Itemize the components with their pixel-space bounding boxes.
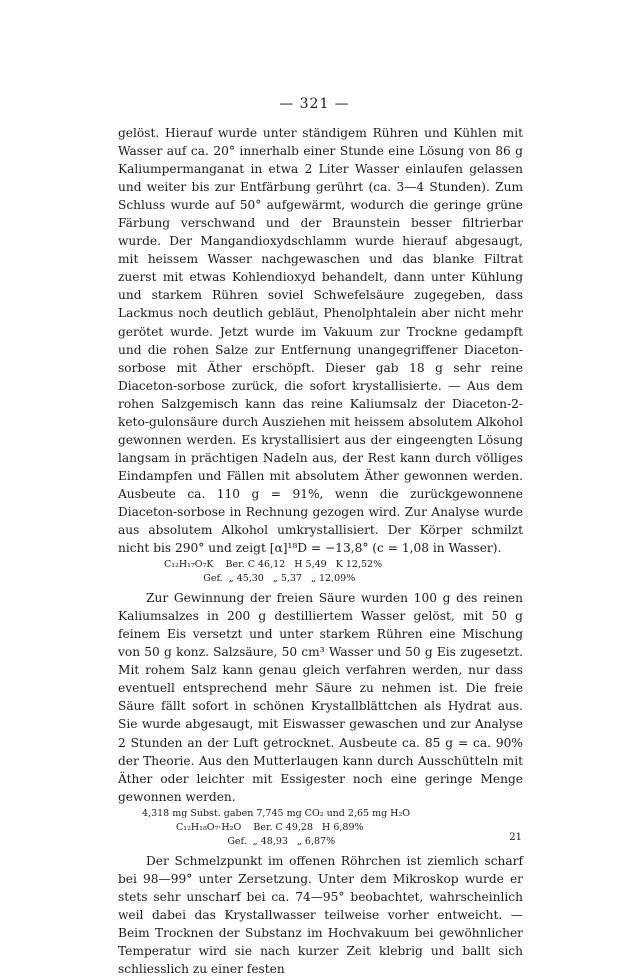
formula-line: Gef. „ 48,93 „ 6,87% [176, 835, 336, 847]
formula-block [142, 807, 523, 849]
formula-line: 4,318 mg Subst. gaben 7,745 mg CO₂ und 2,65 mg H₂O [142, 807, 411, 819]
paragraph: Zur Gewinnung der freien Säure wurden 100 g des reinen Kaliumsalzes in 200 g destilliertem Wasser gelöst, mit 50 g feinem Eis versetzt und unter starkem Rühren eine Mischung von 50 g konz. Salzsäure, 50 cm³ Wasser und 50 g Eis zugesetzt. Mit rohem Salz kann genau gleich verfahren werden, nur dass eventuell entsprechend mehr Säure zu nehmen ist. Die freie Säure fällt sofort in schönen Krystallblättchen als Hydrat aus. Sie wurde abgesaugt, mit Eiswasser gewaschen und zur Analyse 2 Stunden an der Luft getrocknet. Ausbeute ca. 85 g = ca. 90% der Theorie. Aus den Mutterlaugen kann durch Ausschütteln mit Äther oder leichter mit Essigester noch eine geringe Menge gewonnen werden. [118, 591, 523, 804]
formula-line: Gef. „ 45,30 „ 5,37 „ 12,09% [164, 573, 356, 585]
page-number: — 321 — [279, 96, 350, 112]
paragraph: Der Schmelzpunkt im offenen Röhrchen ist ziemlich scharf bei 98—99° unter Zersetzung. Unter dem Mikroskop wurde er stets sehr unscharf bei ca. 74—95° beobachtet, wahrscheinlich weil dabei das Krystallwasser teilweise vorher entweicht. — Beim Trocknen der Substanz im Hochvakuum bei gewöhnlicher Temperatur wird sie nach kurzer Zeit klebrig und ballt sich schliesslich zu einer festen [118, 853, 523, 976]
signature-mark: 21 [509, 832, 522, 843]
formula-block [164, 558, 523, 586]
formula-line: C₁₂H₁₈O₇·H₂O Ber. C 49,28 H 6,89% [176, 821, 364, 833]
paragraph: gelöst. Hierauf wurde unter ständigem Rühren und Kühlen mit Wasser auf ca. 20° innerhalb einer Stunde eine Lösung von 86 g Kaliumpermanganat in etwa 2 Liter Wasser einlaufen gelassen und weiter bis zur Entfärbung gerührt (ca. 3—4 Stunden). Zum Schluss wurde auf 50° aufgewärmt, wodurch die geringe grüne Färbung verschwand und der Braunstein besser filtrierbar wurde. Der Mangandioxydschlamm wurde hierauf abgesaugt, mit heissem Wasser nachgewaschen und das blanke Filtrat zuerst mit etwas Kohlendioxyd behandelt, dann unter Kühlung und starkem Rühren soviel Schwefelsäure zugegeben, dass Lackmus noch deutlich gebläut, Phenolphtalein aber nicht mehr gerötet wurde. Jetzt wurde im Vakuum zur Trockne gedampft und die rohen Salze zur Entfernung unangegriffener Diaceton-sorbose mit Äther erschöpft. Dieser gab 18 g sehr reine Diaceton-sorbose zurück, die sofort krystallisierte. — Aus dem rohen Salzgemisch kann das reine Kaliumsalz der Diaceton-2-keto-gulonsäure durch Ausziehen mit heissem absolutem Alkohol gewonnen werden. Es krystallisiert aus der eingeengten Lösung langsam in prächtigen Nadeln aus, der Rest kann durch völliges Eindampfen und Fällen mit absolutem Äther gewonnen werden. Ausbeute ca. 110 g = 91%, wenn die zurückgewonnene Diaceton-sorbose in Rechnung gezogen wird. Zur Analyse wurde aus absolutem Alkohol umkrystallisiert. Der Körper schmilzt nicht bis 290° und zeigt [α]¹⁸D = −13,8° (c = 1,08 in Wasser). [118, 126, 523, 556]
body-text [118, 124, 523, 978]
formula-line: C₁₂H₁₇O₇K Ber. C 46,12 H 5,49 K 12,52% [164, 559, 383, 571]
